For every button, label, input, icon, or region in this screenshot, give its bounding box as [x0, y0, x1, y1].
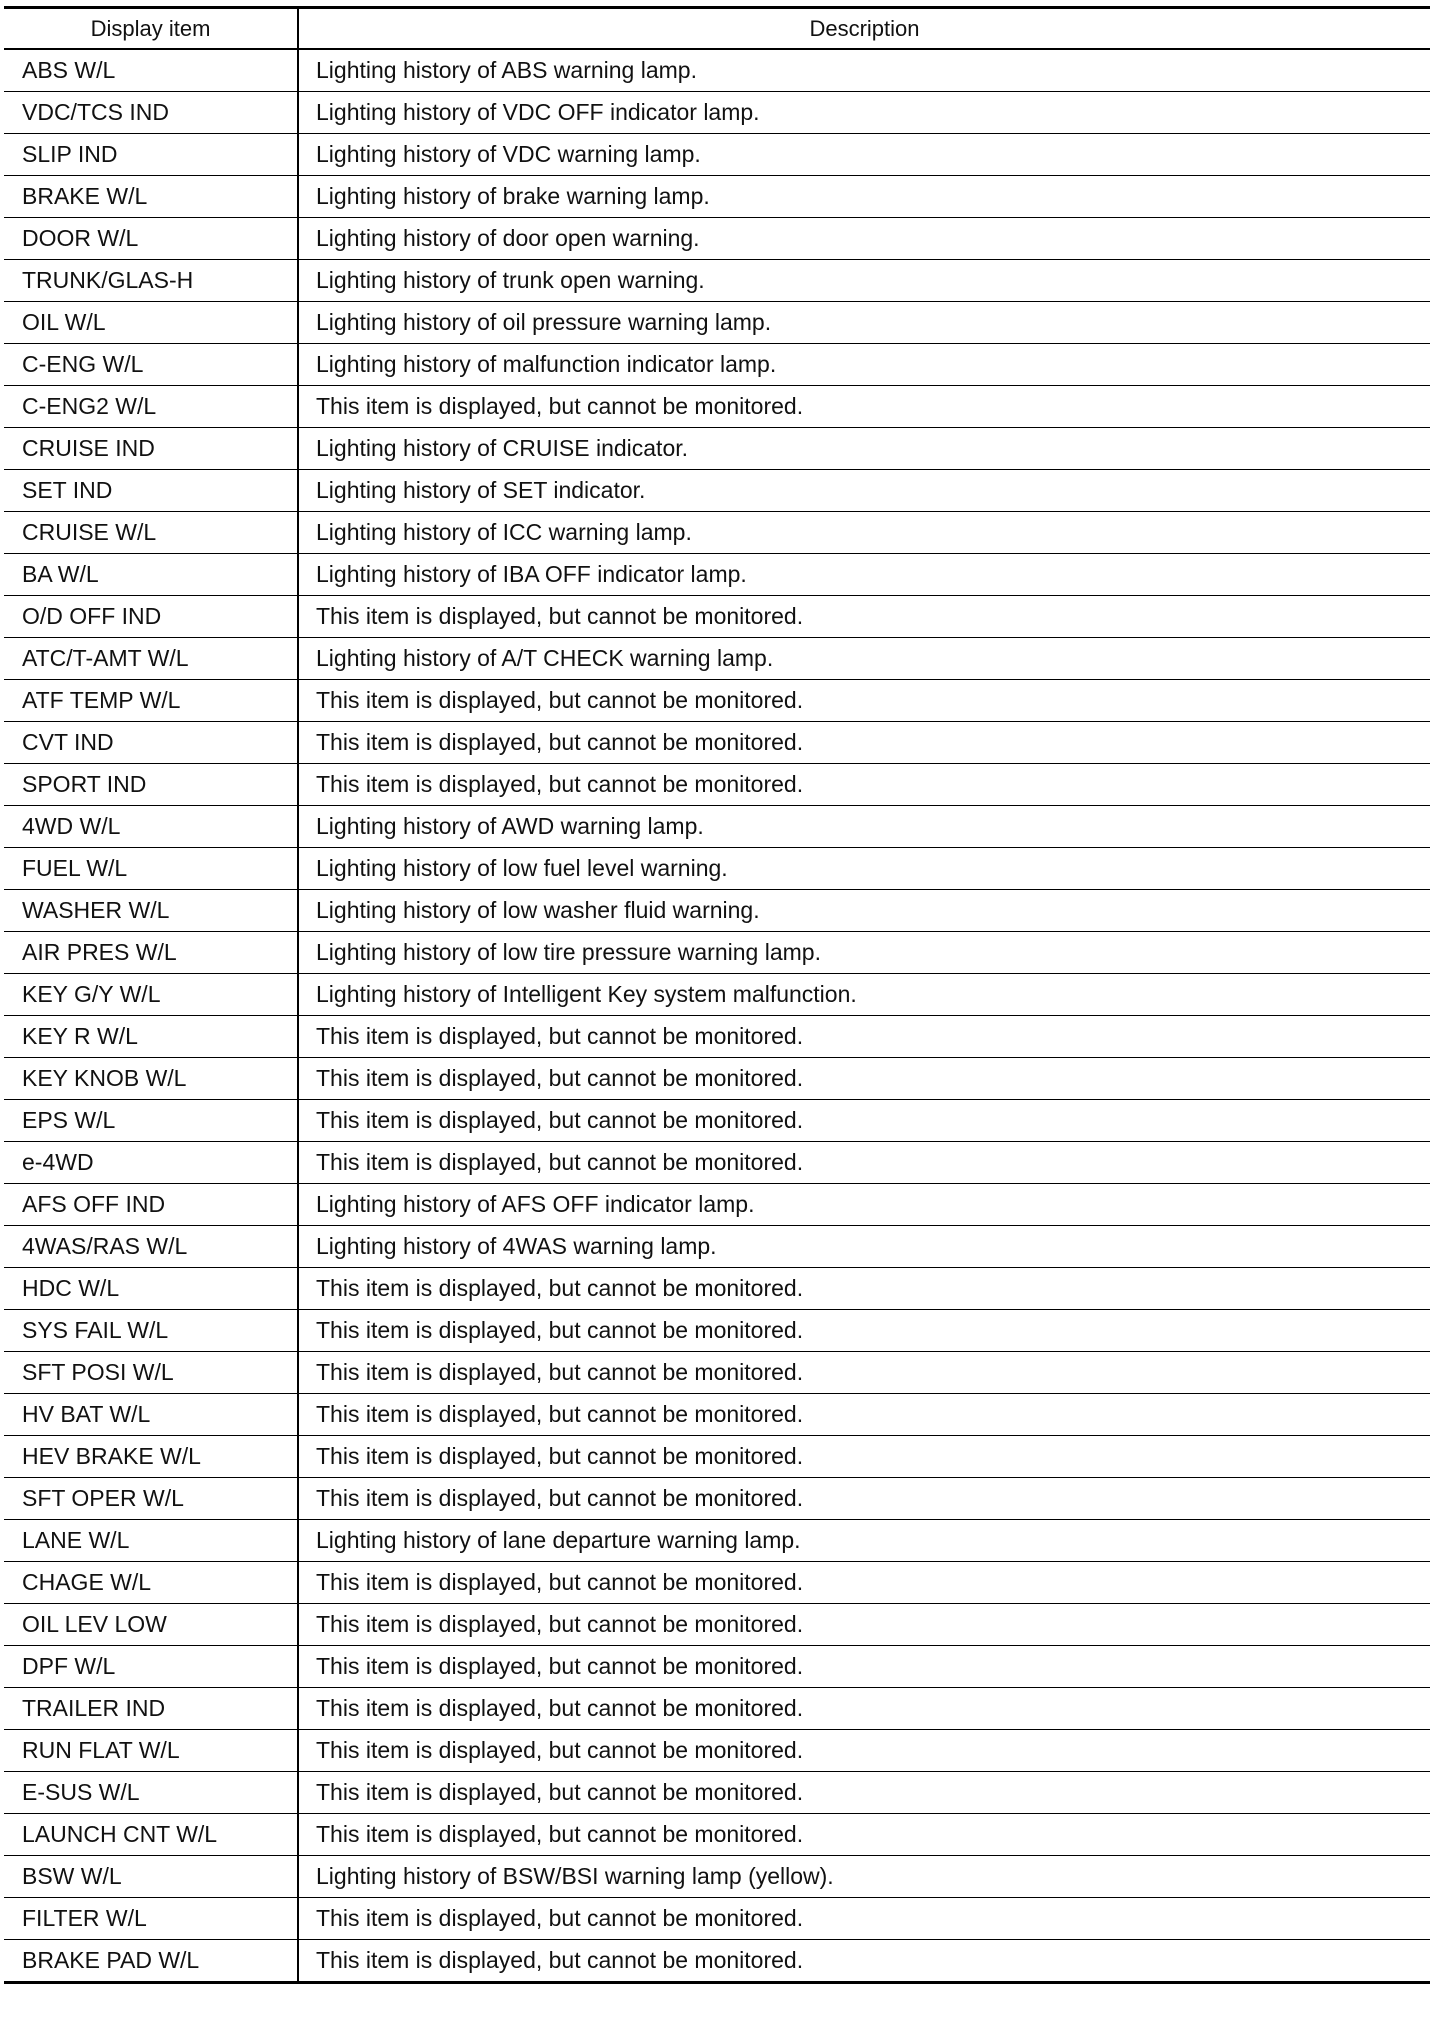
- description-cell: This item is displayed, but cannot be monitored.: [298, 1268, 1430, 1310]
- description-cell: Lighting history of 4WAS warning lamp.: [298, 1226, 1430, 1268]
- display-item-cell: 4WAS/RAS W/L: [4, 1226, 298, 1268]
- table-row: [4, 596, 1430, 638]
- table-row: [4, 932, 1430, 974]
- display-item-cell: BSW W/L: [4, 1856, 298, 1898]
- description-cell: Lighting history of BSW/BSI warning lamp (yellow).: [298, 1856, 1430, 1898]
- display-item-cell: KEY KNOB W/L: [4, 1058, 298, 1100]
- display-item-cell: CRUISE W/L: [4, 512, 298, 554]
- table-row: [4, 1730, 1430, 1772]
- description-cell: This item is displayed, but cannot be monitored.: [298, 1646, 1430, 1688]
- display-item-cell: CHAGE W/L: [4, 1562, 298, 1604]
- description-cell: This item is displayed, but cannot be monitored.: [298, 1814, 1430, 1856]
- table-row: [4, 92, 1430, 134]
- display-item-cell: SET IND: [4, 470, 298, 512]
- description-cell: Lighting history of ABS warning lamp.: [298, 49, 1430, 92]
- description-cell: Lighting history of IBA OFF indicator lamp.: [298, 554, 1430, 596]
- table-row: [4, 1016, 1430, 1058]
- table-row: [4, 1226, 1430, 1268]
- display-item-cell: DPF W/L: [4, 1646, 298, 1688]
- description-cell: Lighting history of AFS OFF indicator lamp.: [298, 1184, 1430, 1226]
- table-row: [4, 1142, 1430, 1184]
- display-item-cell: SPORT IND: [4, 764, 298, 806]
- table-row: [4, 1688, 1430, 1730]
- description-cell: Lighting history of SET indicator.: [298, 470, 1430, 512]
- table-row: [4, 1562, 1430, 1604]
- description-cell: This item is displayed, but cannot be monitored.: [298, 1562, 1430, 1604]
- display-item-cell: DOOR W/L: [4, 218, 298, 260]
- description-cell: Lighting history of VDC warning lamp.: [298, 134, 1430, 176]
- display-item-cell: E-SUS W/L: [4, 1772, 298, 1814]
- table-row: [4, 1268, 1430, 1310]
- table-row: [4, 386, 1430, 428]
- display-item-cell: ATC/T-AMT W/L: [4, 638, 298, 680]
- display-item-cell: KEY R W/L: [4, 1016, 298, 1058]
- display-item-cell: TRAILER IND: [4, 1688, 298, 1730]
- display-item-cell: LANE W/L: [4, 1520, 298, 1562]
- table-row: [4, 1604, 1430, 1646]
- description-cell: Lighting history of ICC warning lamp.: [298, 512, 1430, 554]
- table-row: [4, 1352, 1430, 1394]
- table-row: [4, 1856, 1430, 1898]
- display-item-cell: OIL LEV LOW: [4, 1604, 298, 1646]
- description-cell: This item is displayed, but cannot be monitored.: [298, 722, 1430, 764]
- display-item-cell: CVT IND: [4, 722, 298, 764]
- display-item-cell: BRAKE PAD W/L: [4, 1940, 298, 1983]
- display-item-cell: SLIP IND: [4, 134, 298, 176]
- table-row: [4, 176, 1430, 218]
- description-cell: This item is displayed, but cannot be monitored.: [316, 1947, 804, 1973]
- description-cell: This item is displayed, but cannot be monitored.: [298, 596, 1430, 638]
- table-row: [4, 638, 1430, 680]
- description-cell: This item is displayed, but cannot be monitored.: [298, 1730, 1430, 1772]
- display-item-cell: ATF TEMP W/L: [4, 680, 298, 722]
- description-cell: Lighting history of CRUISE indicator.: [298, 428, 1430, 470]
- table-row: [4, 806, 1430, 848]
- description-cell: This item is displayed, but cannot be monitored.: [298, 1142, 1430, 1184]
- table-row: [4, 134, 1430, 176]
- description-cell: This item is displayed, but cannot be monitored.: [298, 1436, 1430, 1478]
- description-cell: Lighting history of oil pressure warning lamp.: [298, 302, 1430, 344]
- table-row: [4, 1646, 1430, 1688]
- display-item-cell: e-4WD: [4, 1142, 298, 1184]
- table-row: [4, 974, 1430, 1016]
- description-cell: This item is displayed, but cannot be monitored.: [298, 1604, 1430, 1646]
- description-cell: This item is displayed, but cannot be monitored.: [298, 1310, 1430, 1352]
- header-display-item: Display item: [4, 8, 298, 50]
- table-row: [4, 218, 1430, 260]
- display-item-cell: OIL W/L: [4, 302, 298, 344]
- description-cell: Lighting history of low washer fluid warning.: [298, 890, 1430, 932]
- description-cell: Lighting history of low fuel level warning.: [298, 848, 1430, 890]
- table-row: [4, 722, 1430, 764]
- display-item-cell: WASHER W/L: [4, 890, 298, 932]
- table-row: [4, 1520, 1430, 1562]
- description-cell: This item is displayed, but cannot be monitored.: [298, 764, 1430, 806]
- display-item-cell: SYS FAIL W/L: [4, 1310, 298, 1352]
- table-row: [4, 1058, 1430, 1100]
- display-item-table: [4, 6, 1430, 1984]
- display-item-cell: CRUISE IND: [4, 428, 298, 470]
- table-row: [4, 1100, 1430, 1142]
- table-row: [4, 470, 1430, 512]
- data-table-container: [4, 6, 1430, 1984]
- display-item-cell: C-ENG2 W/L: [4, 386, 298, 428]
- table-row: [4, 344, 1430, 386]
- description-cell: Lighting history of malfunction indicator lamp.: [298, 344, 1430, 386]
- description-cell: Lighting history of low tire pressure warning lamp.: [298, 932, 1430, 974]
- description-cell: Lighting history of VDC OFF indicator lamp.: [298, 92, 1430, 134]
- description-cell: This item is displayed, but cannot be monitored.: [298, 1352, 1430, 1394]
- table-row: [4, 260, 1430, 302]
- table-row: [4, 848, 1430, 890]
- table-row: [4, 554, 1430, 596]
- display-item-cell: SFT POSI W/L: [4, 1352, 298, 1394]
- display-item-cell: SFT OPER W/L: [4, 1478, 298, 1520]
- display-item-cell: AFS OFF IND: [4, 1184, 298, 1226]
- display-item-cell: C-ENG W/L: [4, 344, 298, 386]
- table-row: [4, 764, 1430, 806]
- header-row: [4, 8, 1430, 50]
- display-item-cell: TRUNK/GLAS-H: [4, 260, 298, 302]
- table-row: [4, 1898, 1430, 1940]
- table-row: [4, 302, 1430, 344]
- table-row: [4, 680, 1430, 722]
- description-cell: This item is displayed, but cannot be monitored.: [298, 1478, 1430, 1520]
- table-row: [4, 1814, 1430, 1856]
- header-description: Description: [298, 8, 1430, 50]
- display-item-cell: 4WD W/L: [4, 806, 298, 848]
- description-cell: This item is displayed, but cannot be monitored.: [298, 1772, 1430, 1814]
- display-item-cell: O/D OFF IND: [4, 596, 298, 638]
- description-cell: Lighting history of brake warning lamp.: [298, 176, 1430, 218]
- description-cell: This item is displayed, but cannot be monitored.: [298, 1100, 1430, 1142]
- table-row: [4, 890, 1430, 932]
- table-row: [4, 1184, 1430, 1226]
- display-item-cell: VDC/TCS IND: [4, 92, 298, 134]
- display-item-cell: HV BAT W/L: [4, 1394, 298, 1436]
- description-cell: This item is displayed, but cannot be monitored.: [298, 1058, 1430, 1100]
- display-item-cell: HDC W/L: [4, 1268, 298, 1310]
- table-row: [4, 1436, 1430, 1478]
- description-cell: Lighting history of AWD warning lamp.: [298, 806, 1430, 848]
- display-item-cell: BA W/L: [4, 554, 298, 596]
- display-item-cell: FUEL W/L: [4, 848, 298, 890]
- description-cell: This item is displayed, but cannot be monitored.: [298, 680, 1430, 722]
- description-cell: This item is displayed, but cannot be monitored.: [298, 386, 1430, 428]
- display-item-cell: ABS W/L: [4, 49, 298, 92]
- display-item-cell: HEV BRAKE W/L: [4, 1436, 298, 1478]
- table-row: [4, 1478, 1430, 1520]
- table-row: [4, 1940, 1430, 1983]
- description-cell: Lighting history of A/T CHECK warning lamp.: [298, 638, 1430, 680]
- display-item-cell: BRAKE W/L: [4, 176, 298, 218]
- display-item-cell: AIR PRES W/L: [4, 932, 298, 974]
- display-item-cell: RUN FLAT W/L: [4, 1730, 298, 1772]
- description-cell: Lighting history of Intelligent Key system malfunction.: [298, 974, 1430, 1016]
- table-row: [4, 512, 1430, 554]
- table-row: [4, 49, 1430, 92]
- display-item-cell: KEY G/Y W/L: [4, 974, 298, 1016]
- description-cell: This item is displayed, but cannot be monitored.: [298, 1688, 1430, 1730]
- table-row: [4, 428, 1430, 470]
- display-item-cell: LAUNCH CNT W/L: [4, 1814, 298, 1856]
- table-row: [4, 1394, 1430, 1436]
- display-item-cell: FILTER W/L: [4, 1898, 298, 1940]
- description-cell: This item is displayed, but cannot be monitored.: [298, 1394, 1430, 1436]
- display-item-cell: EPS W/L: [4, 1100, 298, 1142]
- table-body: [4, 49, 1430, 1983]
- description-cell: This item is displayed, but cannot be monitored.: [298, 1016, 1430, 1058]
- description-cell: Lighting history of lane departure warning lamp.: [298, 1520, 1430, 1562]
- table-row: [4, 1310, 1430, 1352]
- description-cell: Lighting history of door open warning.: [298, 218, 1430, 260]
- description-cell: This item is displayed, but cannot be monitored.: [298, 1898, 1430, 1940]
- table-row: [4, 1772, 1430, 1814]
- description-cell: Lighting history of trunk open warning.: [298, 260, 1430, 302]
